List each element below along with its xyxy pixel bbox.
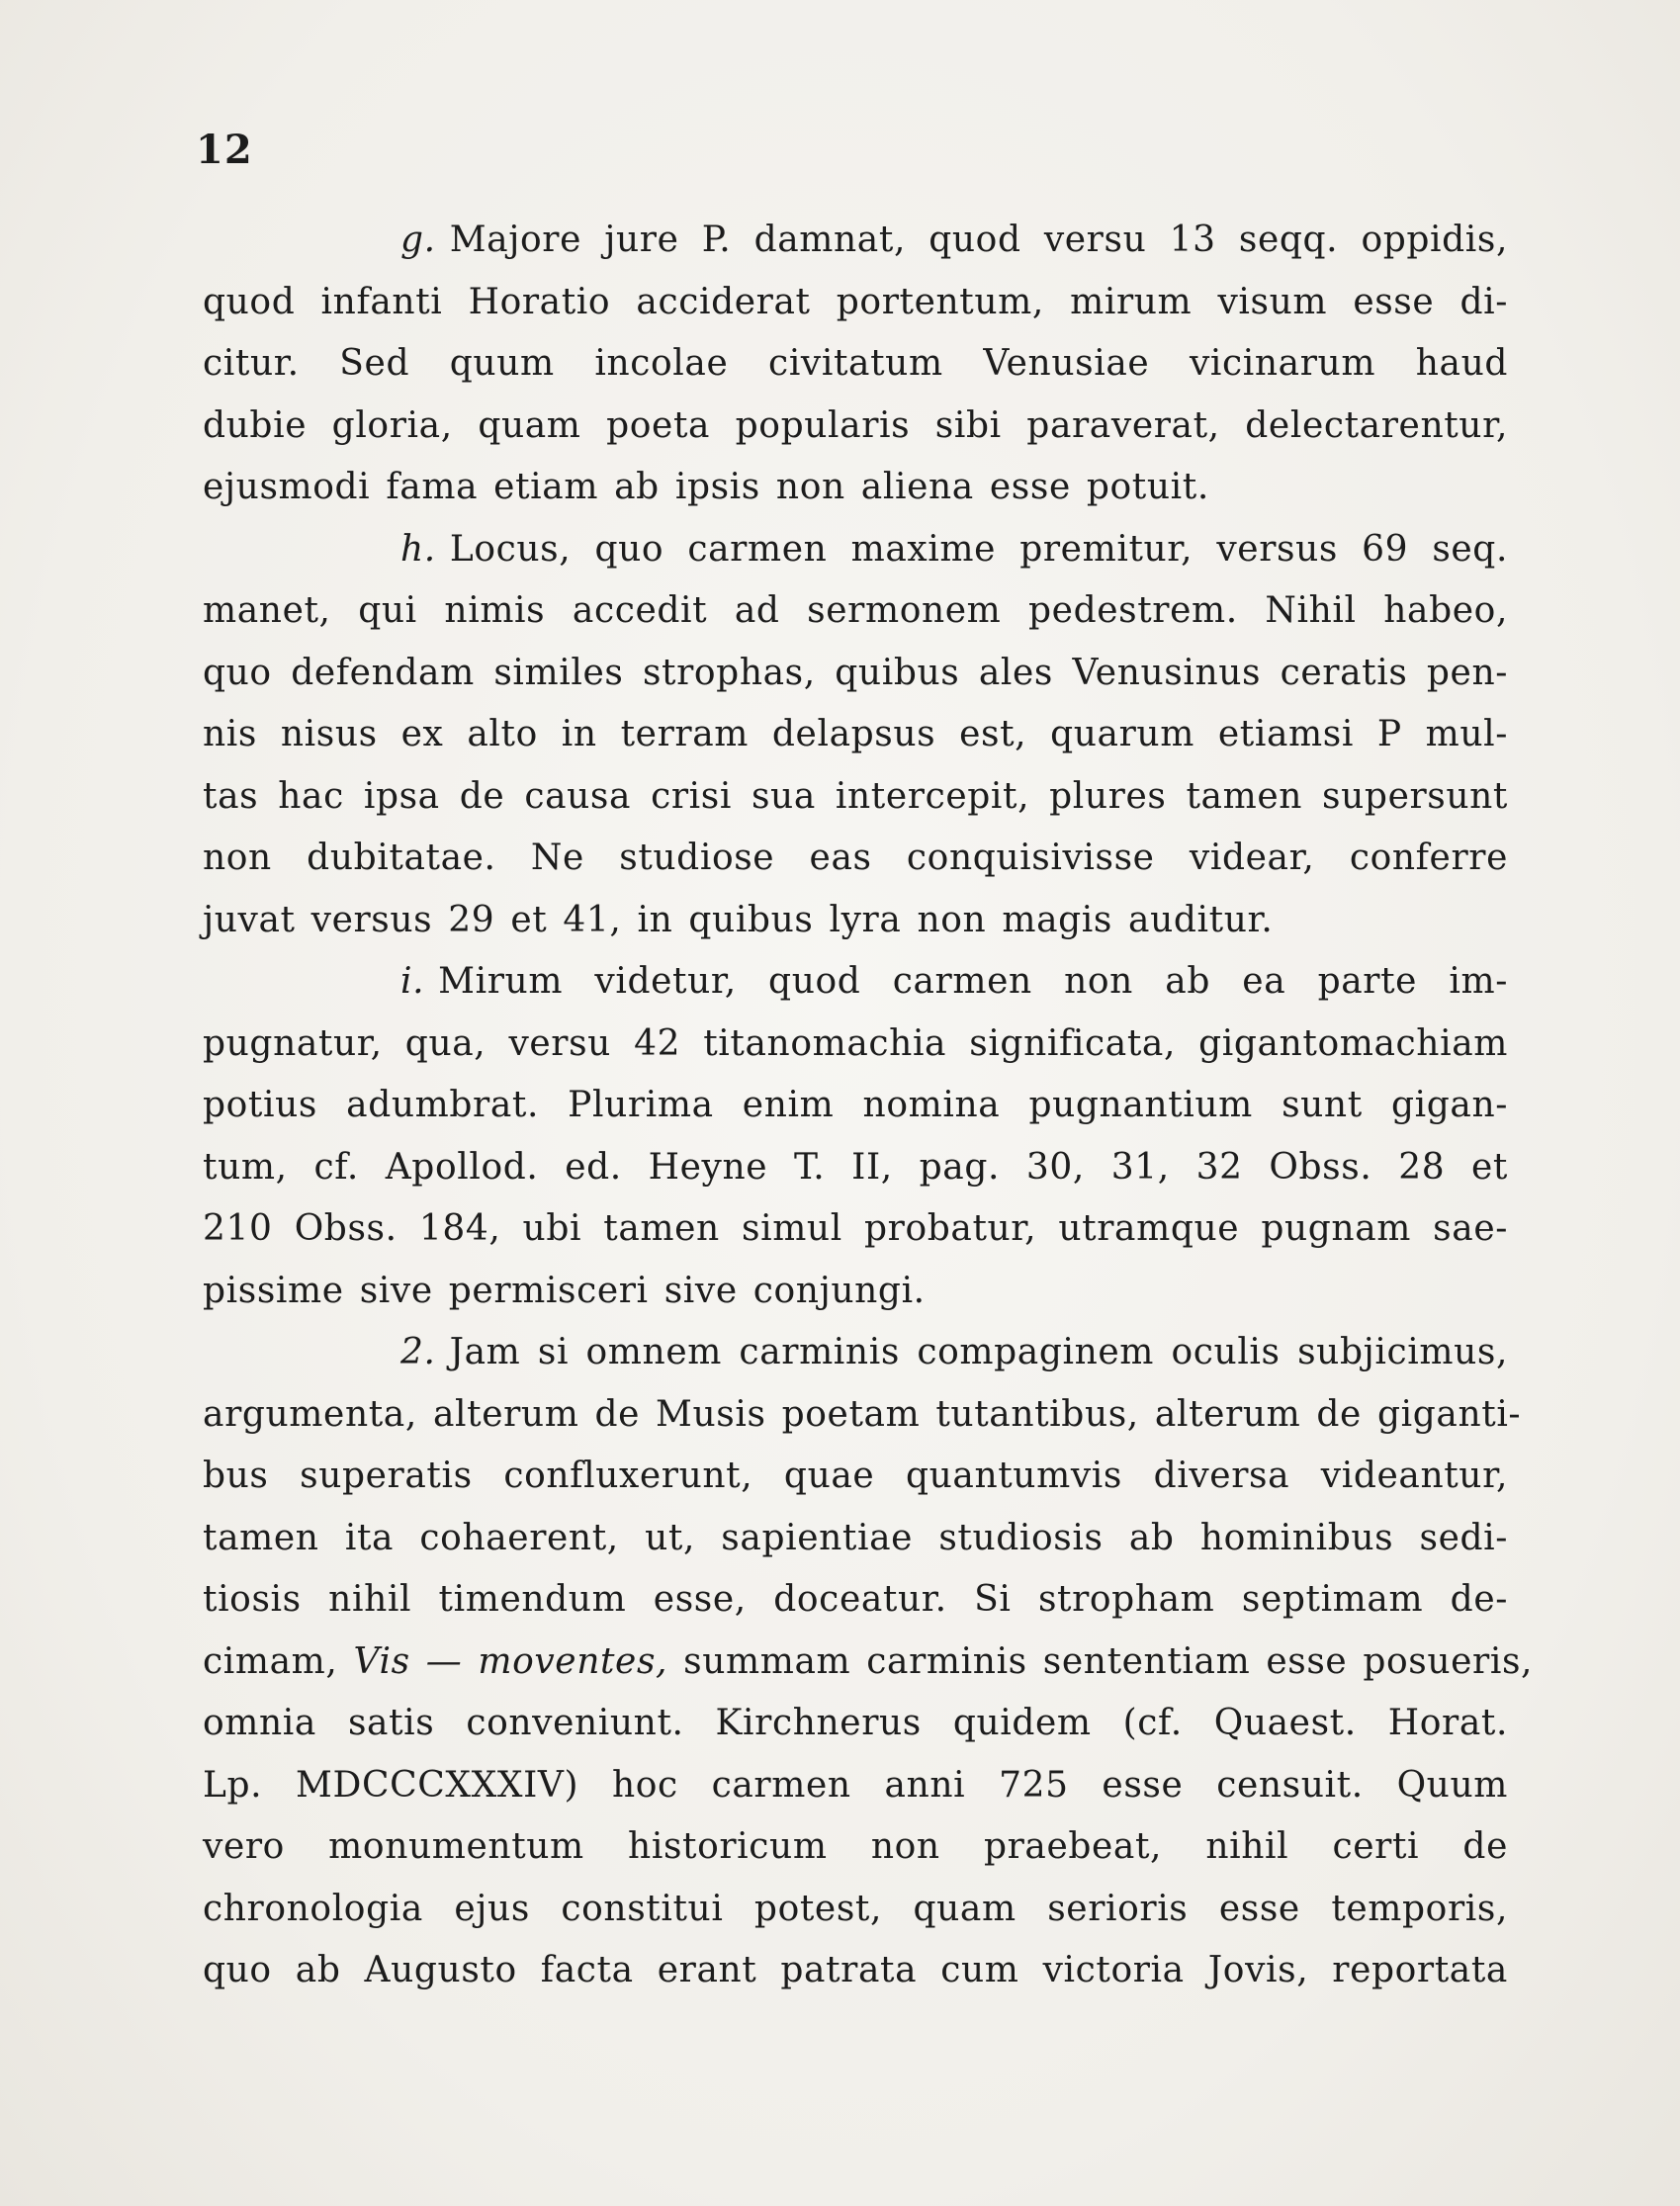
text-line: dubie gloria, quam poeta popularis sibi paraverat, delectarentur,	[203, 404, 1508, 446]
text-line: cimam, Vis — moventes, summam carminis sententiam esse posueris,	[203, 1640, 1534, 1682]
note-marker: g.	[400, 220, 436, 260]
text-line: i. Mirum videtur, quod carmen non ab ea parte im-	[400, 961, 1508, 1002]
text-line: tas hac ipsa de causa crisi sua intercepit, plures tamen supersunt	[203, 775, 1508, 817]
text-line: h. Locus, quo carmen maxime premitur, versus 69 seq.	[400, 528, 1508, 570]
text-line: quo defendam similes strophas, quibus ales Venusinus ceratis pen-	[203, 652, 1508, 693]
text-line: tamen ita cohaerent, ut, sapientiae studiosis ab hominibus sedi-	[203, 1517, 1508, 1558]
text-line: g. Majore jure P. damnat, quod versu 13 seqq. oppidis,	[400, 220, 1508, 260]
quoted-verse: Vis — moventes,	[353, 1640, 668, 1682]
text-line: juvat versus 29 et 41, in quibus lyra non magis auditur.	[203, 899, 1274, 940]
text-line: quo ab Augusto facta erant patrata cum victoria Jovis, reportata	[203, 1950, 1508, 1990]
text-line: ejusmodi fama etiam ab ipsis non aliena esse potuit.	[203, 467, 1209, 507]
text-line: non dubitatae. Ne studiose eas conquisivisse videar, conferre	[203, 838, 1508, 878]
text-line: Lp. MDCCCXXXIV) hoc carmen anni 725 esse censuit. Quum	[203, 1764, 1508, 1806]
text-line: tum, cf. Apollod. ed. Heyne T. II, pag. 30, 31, 32 Obss. 28 et	[203, 1146, 1508, 1188]
text-line: nis nisus ex alto in terram delapsus est, quarum etiamsi P mul-	[203, 714, 1508, 754]
text-line: argumenta, alterum de Musis poetam tutantibus, alterum de giganti-	[203, 1393, 1522, 1435]
text-line: chronologia ejus constitui potest, quam serioris esse temporis,	[203, 1888, 1508, 1929]
text-line: tiosis nihil timendum esse, doceatur. Si stropham septimam de-	[203, 1579, 1508, 1620]
note-marker: h.	[400, 528, 436, 570]
text-line: citur. Sed quum incolae civitatum Venusiae vicinarum haud	[203, 343, 1508, 384]
text-line: potius adumbrat. Plurima enim nomina pugnantium sunt gigan-	[203, 1085, 1508, 1125]
note-marker: i.	[400, 961, 425, 1002]
text-line: bus superatis confluxerunt, quae quantumvis diversa videantur,	[203, 1456, 1508, 1496]
text-line: vero monumentum historicum non praebeat, nihil certi de	[203, 1826, 1508, 1867]
text-line: omnia satis conveniunt. Kirchnerus quidem (cf. Quaest. Horat.	[203, 1703, 1508, 1743]
text-line: 210 Obss. 184, ubi tamen simul probatur, utramque pugnam sae-	[203, 1208, 1508, 1249]
section-number: 2.	[400, 1332, 436, 1372]
text-line: pissime sive permisceri sive conjungi.	[203, 1270, 926, 1311]
text-line: pugnatur, qua, versu 42 titanomachia significata, gigantomachiam	[203, 1022, 1508, 1064]
text-line: manet, qui nimis accedit ad sermonem pedestrem. Nihil habeo,	[203, 590, 1508, 631]
text-line: 2. Jam si omnem carminis compaginem oculis subjicimus,	[400, 1332, 1508, 1372]
page-number: 12	[196, 127, 253, 173]
body-text	[203, 210, 1534, 2002]
text-line: quod infanti Horatio acciderat portentum, mirum visum esse di-	[203, 281, 1508, 322]
